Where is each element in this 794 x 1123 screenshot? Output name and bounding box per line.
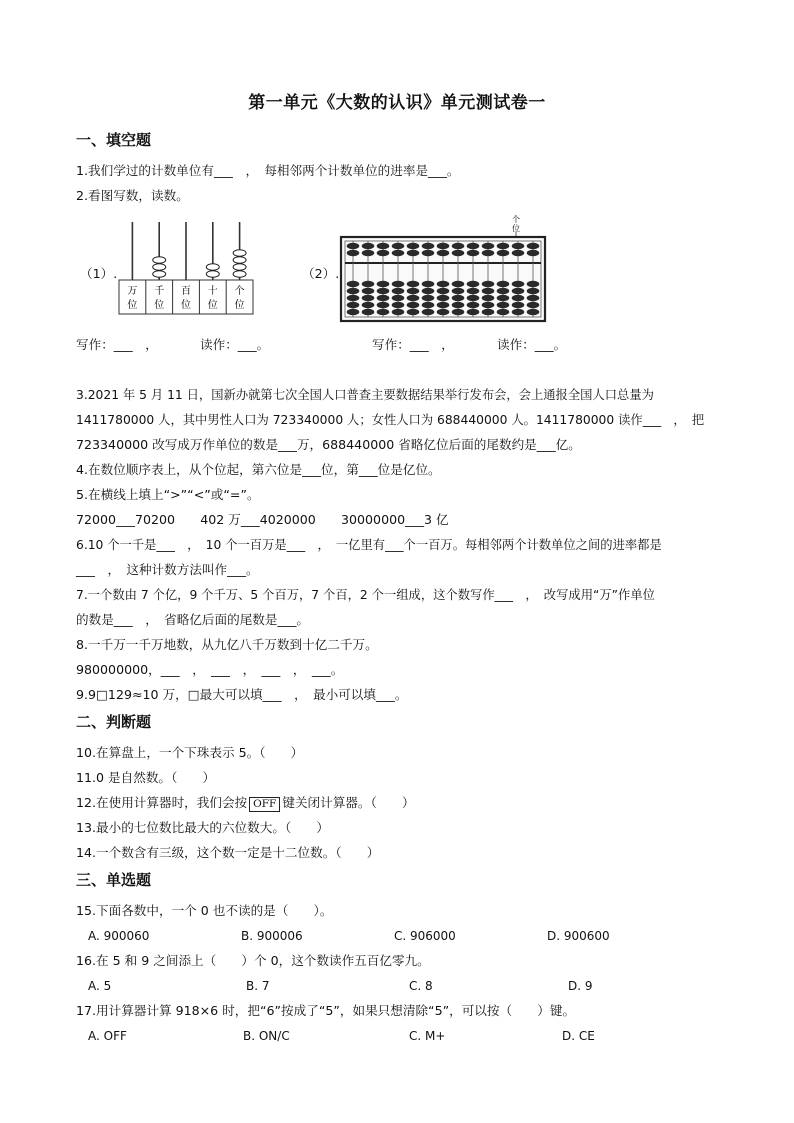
abacus-bead xyxy=(233,250,246,257)
q17-option-a: A. OFF xyxy=(88,1029,127,1043)
suanpan-lower-bead xyxy=(512,295,525,301)
abacus-column-label: 千 xyxy=(154,286,165,297)
suanpan-lower-bead xyxy=(437,309,450,315)
suanpan-lower-bead xyxy=(452,295,465,301)
question-11: 11.0 是自然数。（ ） xyxy=(76,770,216,785)
suanpan-upper-bead xyxy=(467,250,480,256)
suanpan-lower-bead xyxy=(392,281,405,287)
question-12-after: 键关闭计算器。（ ） xyxy=(282,795,415,810)
question-5-line-1: 5.在横线上填上“>”“<”或“=”。 xyxy=(76,487,260,502)
suanpan-lower-bead xyxy=(527,281,540,287)
off-key-icon: OFF xyxy=(249,797,280,812)
suanpan-upper-bead xyxy=(377,243,390,249)
suanpan-lower-bead xyxy=(482,288,495,294)
section-choice-heading: 三、单选题 xyxy=(76,871,152,889)
question-4: 4.在数位顺序表上，从个位起，第六位是___位，第___位是亿位。 xyxy=(76,462,441,477)
suanpan-lower-bead xyxy=(497,302,510,308)
question-7-line-1: 7.一个数由 7 个亿，9 个千万、5 个百万，7 个百，2 个一组成，这个数写作___ ， 改写成用“万”作单位 xyxy=(76,588,655,602)
question-17: 17.用计算器计算 918×6 时，把“6”按成了“5”，如果只想清除“5”，可以按（ ）键。 xyxy=(76,1003,576,1018)
q17-option-d: D. CE xyxy=(562,1029,595,1043)
suanpan-lower-bead xyxy=(347,309,360,315)
suanpan-lower-bead xyxy=(422,281,435,287)
suanpan-upper-bead xyxy=(377,250,390,256)
question-2: 2.看图写数，读数。 xyxy=(76,188,189,203)
question-16: 16.在 5 和 9 之间添上（ ）个 0，这个数读作五百亿零九。 xyxy=(76,953,430,968)
write-answer-2: 写作：___ ， xyxy=(372,337,454,352)
suanpan-lower-bead xyxy=(527,302,540,308)
suanpan-lower-bead xyxy=(437,295,450,301)
ones-place-marker-bottom: 位 xyxy=(512,224,520,233)
suanpan-upper-bead xyxy=(512,250,525,256)
suanpan-lower-bead xyxy=(362,302,375,308)
abacus-bead xyxy=(233,264,246,271)
abacus-column-label: 位 xyxy=(234,300,245,311)
suanpan-upper-bead xyxy=(482,243,495,249)
abacus-column-label: 位 xyxy=(127,300,138,311)
suanpan-lower-bead xyxy=(377,288,390,294)
suanpan-upper-bead xyxy=(347,243,360,249)
abacus-column-label: 位 xyxy=(181,300,191,311)
suanpan-lower-bead xyxy=(377,281,390,287)
suanpan-upper-bead xyxy=(422,243,435,249)
write-answer-1: 写作：___ ， xyxy=(76,337,158,352)
abacus-rods xyxy=(132,222,246,280)
q16-option-d: D. 9 xyxy=(568,979,593,993)
question-14: 14.一个数含有三级，这个数一定是十二位数。（ ） xyxy=(76,845,380,860)
suanpan-lower-bead xyxy=(392,309,405,315)
suanpan-lower-bead xyxy=(422,309,435,315)
suanpan-lower-bead xyxy=(482,309,495,315)
question-5-line-2: 72000___70200 402 万___4020000 30000000___3 亿 xyxy=(76,512,449,527)
suanpan-upper-bead xyxy=(467,243,480,249)
abacus-column-label: 位 xyxy=(207,300,218,311)
suanpan-lower-bead xyxy=(347,302,360,308)
q17-option-b: B. ON/C xyxy=(243,1029,290,1043)
suanpan-lower-bead xyxy=(392,302,405,308)
suanpan-upper-bead xyxy=(527,250,540,256)
suanpan-lower-bead xyxy=(497,309,510,315)
suanpan-upper-bead xyxy=(437,250,450,256)
suanpan-lower-bead xyxy=(467,288,480,294)
suanpan-lower-bead xyxy=(512,288,525,294)
question-12 xyxy=(76,795,415,812)
suanpan-upper-bead xyxy=(362,243,375,249)
q16-option-a: A. 5 xyxy=(88,979,112,993)
section-judge-heading: 二、判断题 xyxy=(76,713,152,731)
suanpan-lower-bead xyxy=(362,281,375,287)
suanpan-upper-bead xyxy=(452,243,465,249)
question-6-line-1: 6.10 个一千是___ ， 10 个一百万是___ ， 一亿里有___个一百万。每相邻两个计数单位之间的进率都是 xyxy=(76,538,662,552)
suanpan-lower-bead xyxy=(377,295,390,301)
suanpan-upper-bead xyxy=(482,250,495,256)
figure-2-label: （2）. xyxy=(302,266,340,281)
question-6-line-2: ___ ， 这种计数方法叫作___。 xyxy=(76,562,259,577)
suanpan-lower-bead xyxy=(347,281,360,287)
suanpan-lower-bead xyxy=(422,288,435,294)
question-9: 9.9□129≈10 万，□最大可以填___ ， 最小可以填___。 xyxy=(76,687,408,702)
suanpan-lower-bead xyxy=(527,309,540,315)
suanpan-lower-bead xyxy=(452,302,465,308)
read-answer-1: 读作：___。 xyxy=(200,337,270,352)
question-13: 13.最小的七位数比最大的六位数大。（ ） xyxy=(76,820,330,835)
q15-option-c: C. 906000 xyxy=(394,929,456,943)
suanpan-lower-bead xyxy=(497,281,510,287)
suanpan-upper-bead xyxy=(497,250,510,256)
suanpan-lower-bead xyxy=(392,288,405,294)
suanpan-lower-bead xyxy=(482,281,495,287)
suanpan-lower-bead xyxy=(362,295,375,301)
q16-option-b: B. 7 xyxy=(246,979,270,993)
question-8-line-2: 980000000，___ ， ___ ， ___ ， ___。 xyxy=(76,662,344,677)
suanpan-lower-bead xyxy=(512,302,525,308)
question-15: 15.下面各数中，一个 0 也不读的是（ ）。 xyxy=(76,903,333,918)
q16-option-c: C. 8 xyxy=(409,979,433,993)
figure-1-label: （1）. xyxy=(80,266,118,281)
abacus-bead xyxy=(153,264,166,271)
question-3-line-3: 723340000 改写成万作单位的数是___万，688440000 省略亿位后面的尾数约是___亿。 xyxy=(76,437,581,452)
abacus-column-label: 个 xyxy=(234,286,245,297)
suanpan-lower-bead xyxy=(467,295,480,301)
suanpan-lower-bead xyxy=(407,281,420,287)
question-3-line-1: 3.2021 年 5 月 11 日，国新办就第七次全国人口普查主要数据结果举行发布会，会上通报全国人口总量为 xyxy=(76,388,654,402)
suanpan-upper-bead xyxy=(392,243,405,249)
suanpan-lower-bead xyxy=(437,288,450,294)
abacus-column-label: 百 xyxy=(181,286,191,297)
page-title: 第一单元《大数的认识》单元测试卷一 xyxy=(248,93,546,113)
suanpan-upper-bead xyxy=(347,250,360,256)
suanpan-lower-bead xyxy=(407,302,420,308)
suanpan-lower-bead xyxy=(497,288,510,294)
question-8-line-1: 8.一千万一千万地数，从九亿八千万数到十亿二千万。 xyxy=(76,637,378,652)
suanpan-lower-bead xyxy=(422,302,435,308)
place-value-abacus xyxy=(118,218,254,318)
suanpan-lower-bead xyxy=(437,302,450,308)
suanpan-lower-bead xyxy=(362,288,375,294)
suanpan-lower-bead xyxy=(407,295,420,301)
suanpan-lower-bead xyxy=(512,281,525,287)
suanpan-upper-bead xyxy=(407,250,420,256)
suanpan-upper-bead xyxy=(437,243,450,249)
question-10: 10.在算盘上，一个下珠表示 5。（ ） xyxy=(76,745,304,760)
question-7-line-2: 的数是___ ， 省略亿后面的尾数是___。 xyxy=(76,612,309,627)
ones-place-marker-top: 个 xyxy=(512,215,520,224)
suanpan-upper-bead xyxy=(407,243,420,249)
q17-option-c: C. M+ xyxy=(409,1029,446,1043)
abacus-column-labels xyxy=(127,280,244,314)
suanpan-lower-bead xyxy=(527,295,540,301)
suanpan-lower-bead xyxy=(362,309,375,315)
suanpan-lower-bead xyxy=(422,295,435,301)
question-1: 1.我们学过的计数单位有___ ， 每相邻两个计数单位的进率是___。 xyxy=(76,163,460,178)
abacus-column-label: 位 xyxy=(154,300,165,311)
abacus-bead xyxy=(206,264,219,271)
abacus-bead xyxy=(233,257,246,264)
question-3-line-2: 1411780000 人，其中男性人口为 723340000 人；女性人口为 688440000 人。1411780000 读作___ ， 把 xyxy=(76,413,705,427)
suanpan-lower-bead xyxy=(482,295,495,301)
suanpan-abacus xyxy=(338,212,548,324)
question-12-before: 12.在使用计算器时，我们会按 xyxy=(76,795,248,810)
suanpan-lower-bead xyxy=(452,281,465,287)
suanpan-upper-bead xyxy=(497,243,510,249)
suanpan-lower-bead xyxy=(347,288,360,294)
abacus-bead xyxy=(153,257,166,264)
section-fill-heading: 一、填空题 xyxy=(76,131,152,149)
suanpan-upper-bead xyxy=(422,250,435,256)
suanpan-lower-bead xyxy=(452,309,465,315)
suanpan-lower-bead xyxy=(407,288,420,294)
suanpan-lower-bead xyxy=(467,281,480,287)
read-answer-2: 读作：___。 xyxy=(497,337,567,352)
suanpan-lower-bead xyxy=(452,288,465,294)
suanpan-lower-bead xyxy=(377,302,390,308)
suanpan-lower-bead xyxy=(377,309,390,315)
suanpan-upper-bead xyxy=(362,250,375,256)
suanpan-upper-bead xyxy=(512,243,525,249)
suanpan-lower-bead xyxy=(437,281,450,287)
abacus-bead xyxy=(233,271,246,278)
abacus-column-label: 十 xyxy=(207,286,218,297)
suanpan-lower-bead xyxy=(512,309,525,315)
q15-option-a: A. 900060 xyxy=(88,929,150,943)
q15-option-b: B. 900006 xyxy=(241,929,303,943)
abacus-column-label: 万 xyxy=(127,286,138,297)
suanpan-upper-bead xyxy=(527,243,540,249)
suanpan-lower-bead xyxy=(527,288,540,294)
suanpan-lower-bead xyxy=(467,309,480,315)
suanpan-upper-bead xyxy=(452,250,465,256)
abacus-bead xyxy=(153,271,166,278)
suanpan-lower-bead xyxy=(392,295,405,301)
suanpan-lower-bead xyxy=(482,302,495,308)
suanpan-lower-bead xyxy=(467,302,480,308)
suanpan-upper-bead xyxy=(392,250,405,256)
suanpan-lower-bead xyxy=(407,309,420,315)
abacus-bead xyxy=(206,271,219,278)
suanpan-lower-bead xyxy=(497,295,510,301)
q15-option-d: D. 900600 xyxy=(547,929,610,943)
suanpan-lower-bead xyxy=(347,295,360,301)
